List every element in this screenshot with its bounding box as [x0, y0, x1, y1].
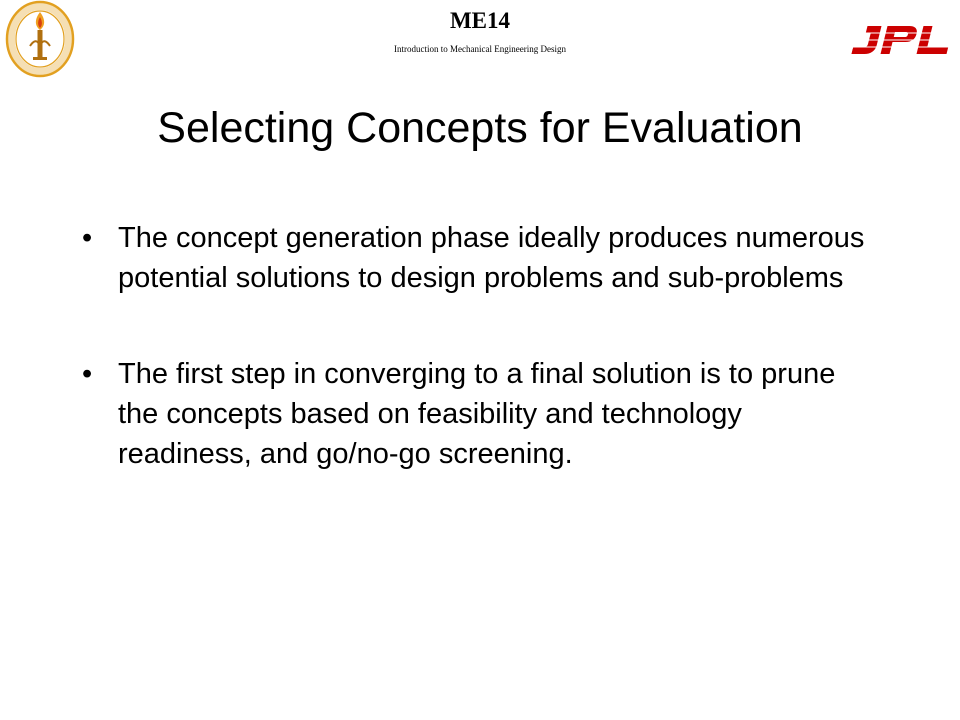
- bullet-dot-icon: •: [82, 222, 93, 254]
- bullet-item: [82, 354, 872, 474]
- bullet-text: The concept generation phase ideally produces numerous potential solutions to design problems and sub-problems: [118, 222, 865, 294]
- bullet-list: [82, 218, 872, 530]
- bullet-text: The first step in converging to a final solution is to prune the concepts based on feasibility and technology readiness, and go/no-go screening.: [118, 358, 836, 470]
- bullet-item: [82, 218, 872, 298]
- slide-title: Selecting Concepts for Evaluation: [157, 104, 803, 152]
- course-name: Introduction to Mechanical Engineering Design: [394, 44, 566, 54]
- bullet-dot-icon: •: [82, 358, 93, 390]
- course-code: ME14: [449, 8, 511, 33]
- jpl-logo-icon: [846, 24, 954, 56]
